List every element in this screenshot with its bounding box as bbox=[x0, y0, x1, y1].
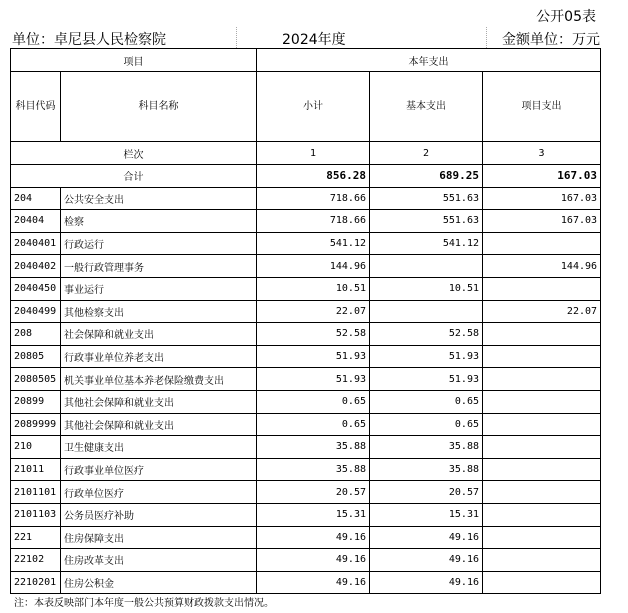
cell-code: 204 bbox=[11, 187, 61, 210]
cell-basic: 51.93 bbox=[370, 368, 483, 391]
cell-project bbox=[483, 413, 601, 436]
table-row bbox=[11, 210, 601, 233]
cell-subtotal: 35.88 bbox=[257, 436, 370, 459]
seq-label: 栏次 bbox=[11, 142, 257, 165]
cell-project bbox=[483, 323, 601, 346]
table-row bbox=[11, 255, 601, 278]
table-row bbox=[11, 323, 601, 346]
cell-code: 2101103 bbox=[11, 503, 61, 526]
table-row bbox=[11, 277, 601, 300]
expense-header: 本年支出 bbox=[257, 49, 601, 72]
cell-subtotal: 0.65 bbox=[257, 413, 370, 436]
seq-2: 2 bbox=[370, 142, 483, 165]
cell-code: 2089999 bbox=[11, 413, 61, 436]
cell-code: 22102 bbox=[11, 549, 61, 572]
cell-basic: 20.57 bbox=[370, 481, 483, 504]
cell-code: 2101101 bbox=[11, 481, 61, 504]
total-subtotal: 856.28 bbox=[257, 165, 370, 188]
cell-name: 公共安全支出 bbox=[61, 187, 257, 210]
cell-basic: 0.65 bbox=[370, 390, 483, 413]
cell-basic: 35.88 bbox=[370, 436, 483, 459]
table-row bbox=[11, 503, 601, 526]
cell-subtotal: 51.93 bbox=[257, 368, 370, 391]
cell-subtotal: 51.93 bbox=[257, 345, 370, 368]
project-header: 项目支出 bbox=[483, 72, 601, 142]
cell-name: 事业运行 bbox=[61, 277, 257, 300]
table-row bbox=[11, 390, 601, 413]
cell-name: 其他社会保障和就业支出 bbox=[61, 390, 257, 413]
seq-1: 1 bbox=[257, 142, 370, 165]
seq-row bbox=[11, 142, 601, 165]
cell-subtotal: 49.16 bbox=[257, 549, 370, 572]
cell-basic: 0.65 bbox=[370, 413, 483, 436]
cell-name: 检察 bbox=[61, 210, 257, 233]
basic-header: 基本支出 bbox=[370, 72, 483, 142]
header-row-2 bbox=[11, 72, 601, 142]
table-row bbox=[11, 549, 601, 572]
cell-subtotal: 718.66 bbox=[257, 210, 370, 233]
cell-subtotal: 144.96 bbox=[257, 255, 370, 278]
unit-label: 单位：卓尼县人民检察院 bbox=[12, 32, 166, 48]
header-row-1 bbox=[11, 49, 601, 72]
report-header bbox=[10, 27, 600, 48]
cell-code: 20805 bbox=[11, 345, 61, 368]
cell-name: 社会保障和就业支出 bbox=[61, 323, 257, 346]
cell-project bbox=[483, 458, 601, 481]
cell-basic: 10.51 bbox=[370, 277, 483, 300]
cell-project bbox=[483, 503, 601, 526]
cell-basic: 15.31 bbox=[370, 503, 483, 526]
cell-basic: 49.16 bbox=[370, 526, 483, 549]
cell-project: 144.96 bbox=[483, 255, 601, 278]
cell-project: 167.03 bbox=[483, 187, 601, 210]
table-row bbox=[11, 300, 601, 323]
cell-project bbox=[483, 526, 601, 549]
cell-code: 20404 bbox=[11, 210, 61, 233]
year-label: 2024年度 bbox=[282, 32, 346, 48]
cell-project: 22.07 bbox=[483, 300, 601, 323]
cell-code: 2040450 bbox=[11, 277, 61, 300]
table-row bbox=[11, 413, 601, 436]
cell-name: 机关事业单位基本养老保险缴费支出 bbox=[61, 368, 257, 391]
cell-subtotal: 52.58 bbox=[257, 323, 370, 346]
cell-subtotal: 35.88 bbox=[257, 458, 370, 481]
total-row bbox=[11, 165, 601, 188]
total-label: 合计 bbox=[11, 165, 257, 188]
cell-name: 其他检察支出 bbox=[61, 300, 257, 323]
code-header: 科目代码 bbox=[11, 72, 61, 142]
table-row bbox=[11, 187, 601, 210]
cell-name: 行政事业单位养老支出 bbox=[61, 345, 257, 368]
cell-code: 2210201 bbox=[11, 571, 61, 594]
cell-project bbox=[483, 481, 601, 504]
total-project: 167.03 bbox=[483, 165, 601, 188]
cell-name: 卫生健康支出 bbox=[61, 436, 257, 459]
total-basic: 689.25 bbox=[370, 165, 483, 188]
table-row bbox=[11, 571, 601, 594]
cell-project bbox=[483, 232, 601, 255]
cell-basic: 51.93 bbox=[370, 345, 483, 368]
cell-code: 221 bbox=[11, 526, 61, 549]
cell-code: 208 bbox=[11, 323, 61, 346]
cell-project bbox=[483, 436, 601, 459]
cell-subtotal: 22.07 bbox=[257, 300, 370, 323]
table-row bbox=[11, 458, 601, 481]
header-divider bbox=[236, 27, 237, 48]
cell-subtotal: 15.31 bbox=[257, 503, 370, 526]
cell-basic: 52.58 bbox=[370, 323, 483, 346]
cell-project bbox=[483, 345, 601, 368]
cell-name: 行政运行 bbox=[61, 232, 257, 255]
subtotal-header: 小计 bbox=[257, 72, 370, 142]
cell-basic bbox=[370, 255, 483, 278]
cell-name: 行政单位医疗 bbox=[61, 481, 257, 504]
item-header: 项目 bbox=[11, 49, 257, 72]
seq-3: 3 bbox=[483, 142, 601, 165]
cell-subtotal: 49.16 bbox=[257, 571, 370, 594]
cell-basic: 35.88 bbox=[370, 458, 483, 481]
cell-name: 住房保障支出 bbox=[61, 526, 257, 549]
cell-subtotal: 541.12 bbox=[257, 232, 370, 255]
cell-code: 2040499 bbox=[11, 300, 61, 323]
cell-project bbox=[483, 277, 601, 300]
cell-subtotal: 718.66 bbox=[257, 187, 370, 210]
cell-code: 21011 bbox=[11, 458, 61, 481]
cell-project bbox=[483, 549, 601, 572]
cell-project: 167.03 bbox=[483, 210, 601, 233]
money-unit-label: 金额单位：万元 bbox=[502, 32, 600, 48]
cell-subtotal: 0.65 bbox=[257, 390, 370, 413]
cell-basic: 49.16 bbox=[370, 571, 483, 594]
cell-name: 行政事业单位医疗 bbox=[61, 458, 257, 481]
footnote: 注：本表反映部门本年度一般公共预算财政拨款支出情况。 bbox=[14, 598, 274, 609]
table-row bbox=[11, 526, 601, 549]
cell-code: 20899 bbox=[11, 390, 61, 413]
cell-name: 住房公积金 bbox=[61, 571, 257, 594]
cell-code: 2080505 bbox=[11, 368, 61, 391]
cell-subtotal: 20.57 bbox=[257, 481, 370, 504]
cell-name: 公务员医疗补助 bbox=[61, 503, 257, 526]
table-row bbox=[11, 436, 601, 459]
cell-basic: 551.63 bbox=[370, 187, 483, 210]
table-row bbox=[11, 345, 601, 368]
cell-basic: 551.63 bbox=[370, 210, 483, 233]
cell-code: 2040402 bbox=[11, 255, 61, 278]
header-divider bbox=[486, 27, 487, 48]
cell-basic: 541.12 bbox=[370, 232, 483, 255]
name-header: 科目名称 bbox=[61, 72, 257, 142]
cell-subtotal: 49.16 bbox=[257, 526, 370, 549]
table-body bbox=[11, 187, 601, 594]
table-row bbox=[11, 232, 601, 255]
expenditure-table bbox=[10, 48, 601, 594]
form-code: 公开05表 bbox=[536, 9, 596, 25]
table-row bbox=[11, 368, 601, 391]
cell-project bbox=[483, 571, 601, 594]
cell-basic: 49.16 bbox=[370, 549, 483, 572]
cell-project bbox=[483, 390, 601, 413]
cell-code: 210 bbox=[11, 436, 61, 459]
cell-basic bbox=[370, 300, 483, 323]
cell-name: 住房改革支出 bbox=[61, 549, 257, 572]
cell-name: 一般行政管理事务 bbox=[61, 255, 257, 278]
cell-code: 2040401 bbox=[11, 232, 61, 255]
cell-name: 其他社会保障和就业支出 bbox=[61, 413, 257, 436]
table-row bbox=[11, 481, 601, 504]
cell-subtotal: 10.51 bbox=[257, 277, 370, 300]
cell-project bbox=[483, 368, 601, 391]
